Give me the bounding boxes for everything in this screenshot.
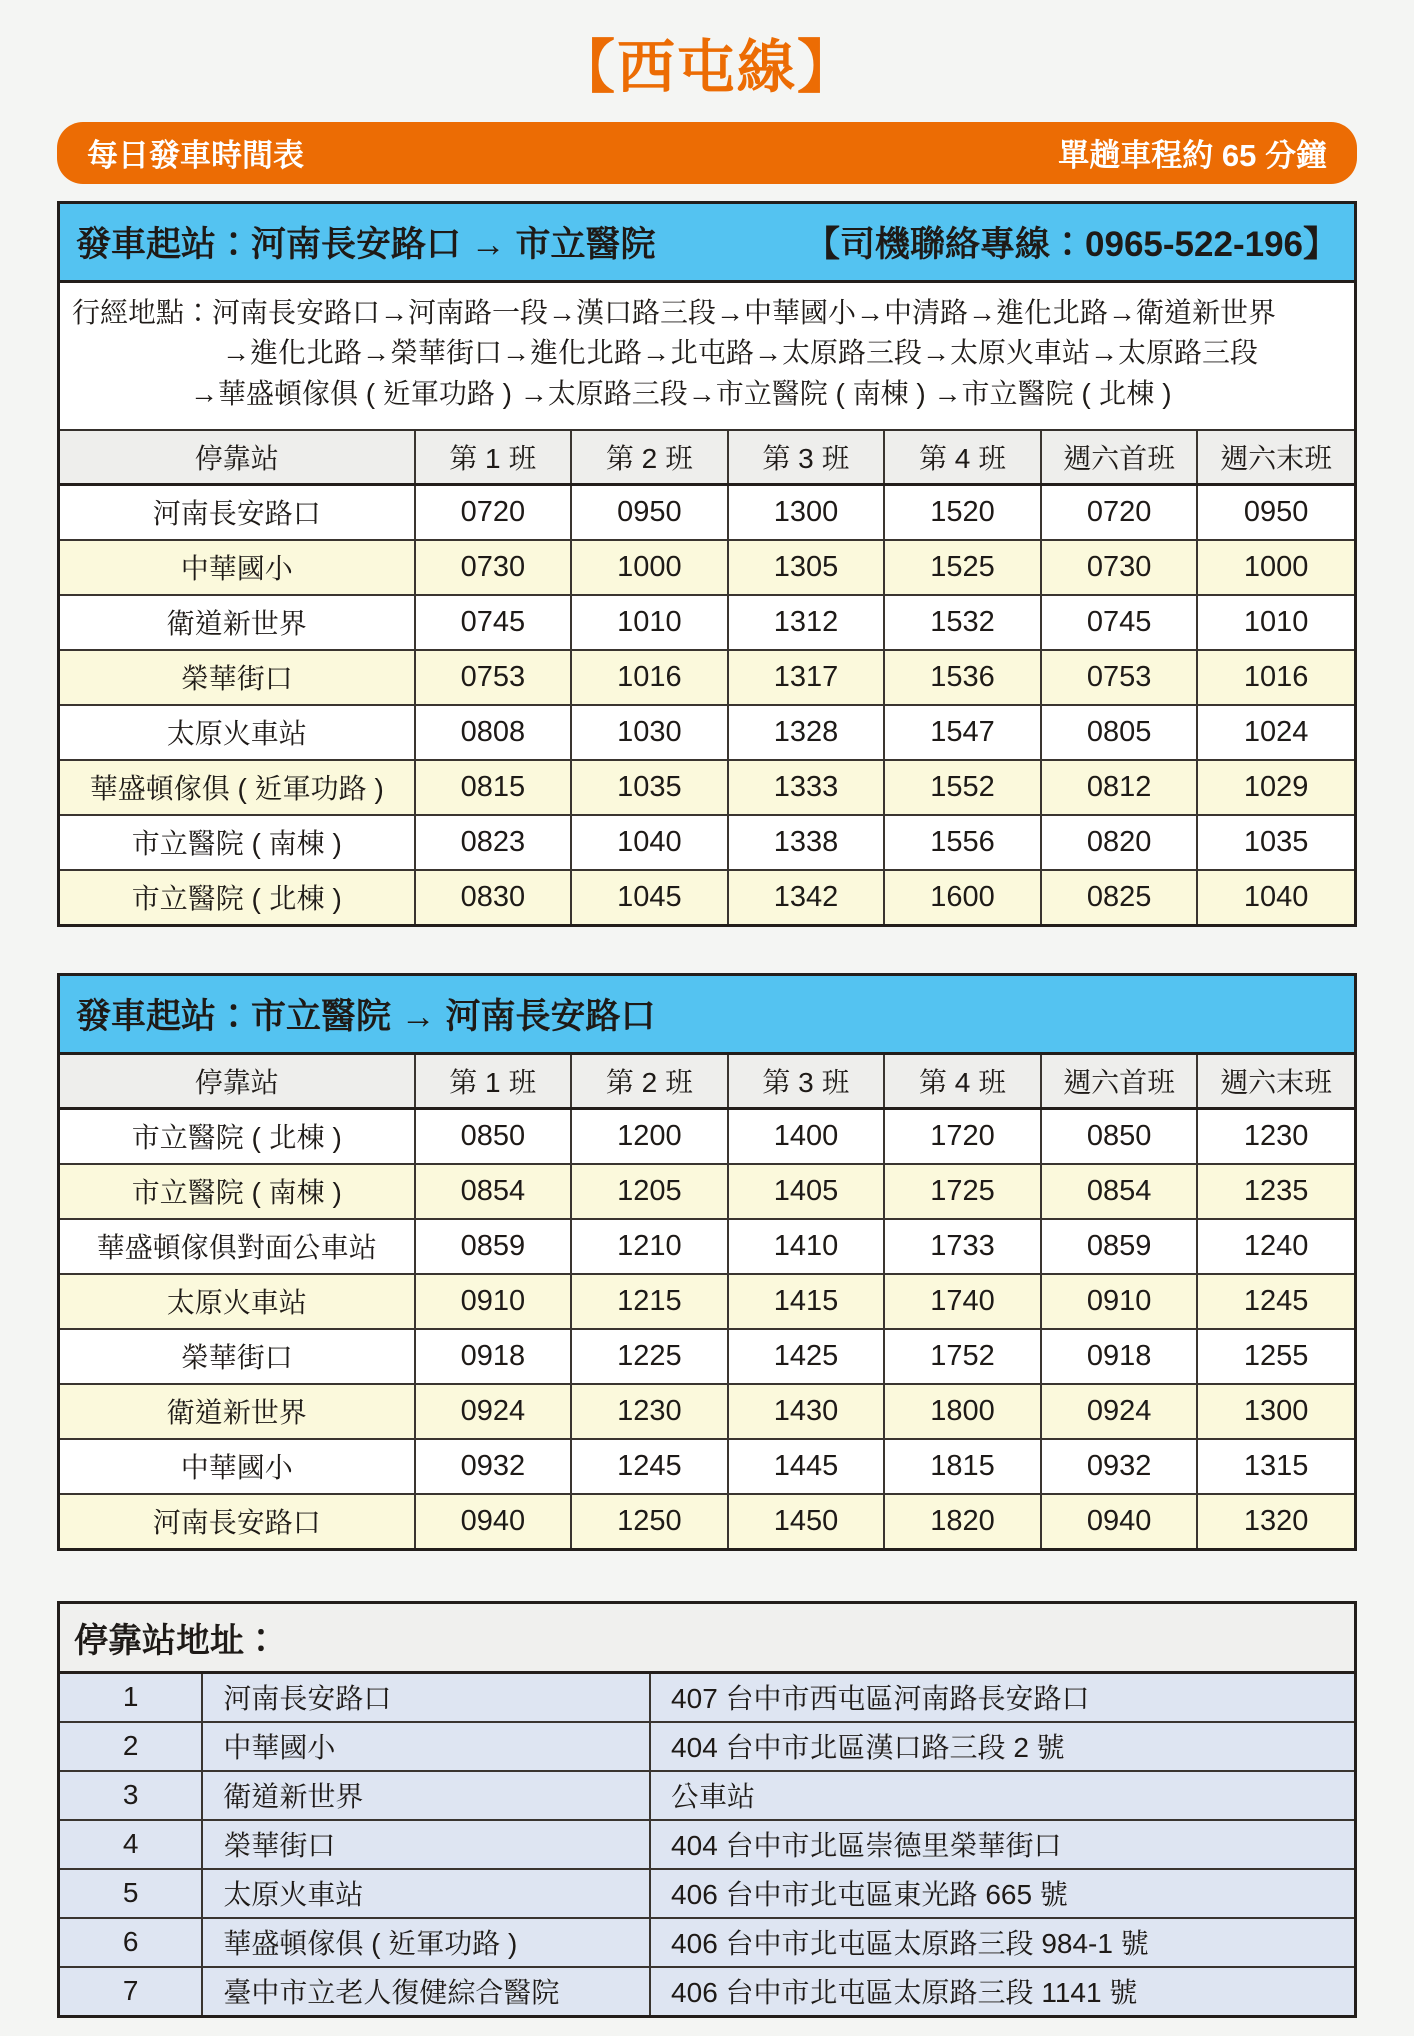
- page-title: 【西屯線】: [556, 35, 857, 100]
- time-cell: 1235: [1197, 1164, 1354, 1219]
- time-cell: 0720: [415, 484, 572, 540]
- stop-name-cell: 衛道新世界: [202, 1771, 650, 1820]
- column-header-trip4: 第 4 班: [884, 431, 1041, 485]
- table-row: [60, 1494, 1354, 1548]
- table-row: [60, 1771, 1354, 1820]
- table-row: [60, 484, 1354, 540]
- timetable-header-row: [60, 1055, 1354, 1109]
- time-cell: 1240: [1197, 1219, 1354, 1274]
- column-header-trip1: 第 1 班: [415, 431, 572, 485]
- stop-address-cell: 406 台中市北屯區太原路三段 984-1 號: [650, 1918, 1354, 1967]
- timetable-header-return: [60, 976, 1354, 1055]
- time-cell: 1525: [884, 540, 1041, 595]
- timetable-return: [60, 1055, 1354, 1548]
- time-cell: 1000: [1197, 540, 1354, 595]
- timetable-outbound: [60, 431, 1354, 924]
- time-cell: 1328: [728, 705, 885, 760]
- time-cell: 1342: [728, 870, 885, 924]
- time-cell: 1317: [728, 650, 885, 705]
- time-cell: 1230: [571, 1384, 728, 1439]
- time-cell: 1532: [884, 595, 1041, 650]
- stop-name-cell: 榮華街口: [202, 1820, 650, 1869]
- table-row: [60, 1439, 1354, 1494]
- time-cell: 1338: [728, 815, 885, 870]
- table-row: [60, 1384, 1354, 1439]
- time-cell: 0924: [1041, 1384, 1198, 1439]
- time-cell: 1430: [728, 1384, 885, 1439]
- banner-left-label: 每日發車時間表: [87, 138, 304, 174]
- time-cell: 1733: [884, 1219, 1041, 1274]
- time-cell: 0820: [1041, 815, 1198, 870]
- time-cell: 1010: [571, 595, 728, 650]
- time-cell: 1820: [884, 1494, 1041, 1548]
- time-cell: 1016: [571, 650, 728, 705]
- timetable-header-outbound: [60, 204, 1354, 283]
- time-cell: 1300: [1197, 1384, 1354, 1439]
- stop-number-cell: 4: [60, 1820, 202, 1869]
- stop-address-cell: 406 台中市北屯區太原路三段 1141 號: [650, 1967, 1354, 2015]
- time-cell: 0745: [1041, 595, 1198, 650]
- column-header-trip1: 第 1 班: [415, 1055, 572, 1109]
- time-cell: 0850: [1041, 1108, 1198, 1164]
- stop-number-cell: 1: [60, 1674, 202, 1722]
- stop-name-cell: 太原火車站: [202, 1869, 650, 1918]
- station-cell: 衛道新世界: [60, 595, 415, 650]
- time-cell: 1556: [884, 815, 1041, 870]
- time-cell: 1547: [884, 705, 1041, 760]
- time-cell: 0854: [1041, 1164, 1198, 1219]
- table-row: [60, 540, 1354, 595]
- time-cell: 1305: [728, 540, 885, 595]
- time-cell: 1536: [884, 650, 1041, 705]
- table-row: [60, 1164, 1354, 1219]
- station-cell: 市立醫院 ( 北棟 ): [60, 1108, 415, 1164]
- time-cell: 0812: [1041, 760, 1198, 815]
- time-cell: 0753: [415, 650, 572, 705]
- stop-name-cell: 河南長安路口: [202, 1674, 650, 1722]
- station-cell: 榮華街口: [60, 1329, 415, 1384]
- time-cell: 0910: [415, 1274, 572, 1329]
- page-content: [57, 36, 1357, 2018]
- time-cell: 1445: [728, 1439, 885, 1494]
- time-cell: 1040: [571, 815, 728, 870]
- station-cell: 市立醫院 ( 南棟 ): [60, 1164, 415, 1219]
- time-cell: 0859: [415, 1219, 572, 1274]
- timetable-card-outbound: [57, 201, 1357, 927]
- table-row: [60, 705, 1354, 760]
- time-cell: 0950: [1197, 484, 1354, 540]
- time-cell: 1215: [571, 1274, 728, 1329]
- time-cell: 0940: [1041, 1494, 1198, 1548]
- station-cell: 河南長安路口: [60, 484, 415, 540]
- table-row: [60, 1329, 1354, 1384]
- station-cell: 榮華街口: [60, 650, 415, 705]
- station-cell: 中華國小: [60, 540, 415, 595]
- time-cell: 1030: [571, 705, 728, 760]
- stop-name-cell: 中華國小: [202, 1722, 650, 1771]
- time-cell: 0859: [1041, 1219, 1198, 1274]
- stop-name-cell: 華盛頓傢俱 ( 近軍功路 ): [202, 1918, 650, 1967]
- stop-address-cell: 公車站: [650, 1771, 1354, 1820]
- station-cell: 市立醫院 ( 北棟 ): [60, 870, 415, 924]
- time-cell: 1410: [728, 1219, 885, 1274]
- time-cell: 1200: [571, 1108, 728, 1164]
- time-cell: 0823: [415, 815, 572, 870]
- time-cell: 1024: [1197, 705, 1354, 760]
- time-cell: 0910: [1041, 1274, 1198, 1329]
- time-cell: 1320: [1197, 1494, 1354, 1548]
- stop-number-cell: 3: [60, 1771, 202, 1820]
- table-row: [60, 595, 1354, 650]
- stop-address-cell: 406 台中市北屯區東光路 665 號: [650, 1869, 1354, 1918]
- time-cell: 1400: [728, 1108, 885, 1164]
- time-cell: 0815: [415, 760, 572, 815]
- time-cell: 1740: [884, 1274, 1041, 1329]
- stop-address-cell: 404 台中市北區崇德里榮華街口: [650, 1820, 1354, 1869]
- time-cell: 1035: [1197, 815, 1354, 870]
- column-header-sat-first: 週六首班: [1041, 431, 1198, 485]
- timetable-card-return: [57, 973, 1357, 1551]
- time-cell: 1010: [1197, 595, 1354, 650]
- time-cell: 1250: [571, 1494, 728, 1548]
- table-row: [60, 650, 1354, 705]
- time-cell: 0805: [1041, 705, 1198, 760]
- time-cell: 0932: [415, 1439, 572, 1494]
- route-line: 行經地點：河南長安路口→河南路一段→漢口路三段→中華國小→中清路→進化北路→衛道新世界: [72, 296, 1277, 328]
- stop-name-cell: 臺中市立老人復健綜合醫院: [202, 1967, 650, 2015]
- time-cell: 1815: [884, 1439, 1041, 1494]
- schedule-banner: [57, 122, 1357, 184]
- time-cell: 1300: [728, 484, 885, 540]
- column-header-stop: 停靠站: [60, 1055, 415, 1109]
- station-cell: 華盛頓傢俱 ( 近軍功路 ): [60, 760, 415, 815]
- station-cell: 太原火車站: [60, 705, 415, 760]
- table-row: [60, 870, 1354, 924]
- time-cell: 1040: [1197, 870, 1354, 924]
- time-cell: 0808: [415, 705, 572, 760]
- stop-address-cell: 407 台中市西屯區河南路長安路口: [650, 1674, 1354, 1722]
- stop-number-cell: 2: [60, 1722, 202, 1771]
- column-header-sat-last: 週六末班: [1197, 431, 1354, 485]
- time-cell: 0854: [415, 1164, 572, 1219]
- stop-address-card: [57, 1601, 1357, 2018]
- time-cell: 1425: [728, 1329, 885, 1384]
- column-header-sat-first: 週六首班: [1041, 1055, 1198, 1109]
- table-row: [60, 1869, 1354, 1918]
- time-cell: 1552: [884, 760, 1041, 815]
- time-cell: 1205: [571, 1164, 728, 1219]
- time-cell: 0720: [1041, 484, 1198, 540]
- column-header-trip2: 第 2 班: [571, 431, 728, 485]
- time-cell: 1000: [571, 540, 728, 595]
- time-cell: 1255: [1197, 1329, 1354, 1384]
- time-cell: 1720: [884, 1108, 1041, 1164]
- route-origin-title: 發車起站：河南長安路口 → 市立醫院: [76, 224, 656, 264]
- time-cell: 0924: [415, 1384, 572, 1439]
- station-cell: 中華國小: [60, 1439, 415, 1494]
- time-cell: 1245: [1197, 1274, 1354, 1329]
- table-row: [60, 815, 1354, 870]
- table-row: [60, 1967, 1354, 2015]
- column-header-trip3: 第 3 班: [728, 1055, 885, 1109]
- stop-number-cell: 7: [60, 1967, 202, 2015]
- time-cell: 1045: [571, 870, 728, 924]
- time-cell: 1450: [728, 1494, 885, 1548]
- driver-contact: 【司機聯絡專線：0965-522-196】: [805, 224, 1338, 264]
- table-row: [60, 1918, 1354, 1967]
- stop-address-table: [60, 1674, 1354, 2015]
- column-header-trip4: 第 4 班: [884, 1055, 1041, 1109]
- station-cell: 衛道新世界: [60, 1384, 415, 1439]
- stop-number-cell: 5: [60, 1869, 202, 1918]
- time-cell: 1035: [571, 760, 728, 815]
- time-cell: 1210: [571, 1219, 728, 1274]
- time-cell: 0730: [415, 540, 572, 595]
- table-row: [60, 1219, 1354, 1274]
- table-row: [60, 1108, 1354, 1164]
- time-cell: 1520: [884, 484, 1041, 540]
- time-cell: 0730: [1041, 540, 1198, 595]
- station-cell: 市立醫院 ( 南棟 ): [60, 815, 415, 870]
- time-cell: 1405: [728, 1164, 885, 1219]
- banner-right-label: 單趟車程約 65 分鐘: [1058, 138, 1327, 174]
- station-cell: 華盛頓傢俱對面公車站: [60, 1219, 415, 1274]
- time-cell: 1245: [571, 1439, 728, 1494]
- time-cell: 1230: [1197, 1108, 1354, 1164]
- time-cell: 0753: [1041, 650, 1198, 705]
- time-cell: 1312: [728, 595, 885, 650]
- timetable-header-row: [60, 431, 1354, 485]
- table-row: [60, 1674, 1354, 1722]
- time-cell: 1333: [728, 760, 885, 815]
- route-line: →進化北路→榮華街口→進化北路→北屯路→太原路三段→太原火車站→太原路三段: [222, 337, 1259, 369]
- time-cell: 1725: [884, 1164, 1041, 1219]
- table-row: [60, 1820, 1354, 1869]
- time-cell: 1752: [884, 1329, 1041, 1384]
- time-cell: 0940: [415, 1494, 572, 1548]
- time-cell: 1016: [1197, 650, 1354, 705]
- stop-address-title: 停靠站地址：: [60, 1604, 1354, 1674]
- table-row: [60, 760, 1354, 815]
- station-cell: 河南長安路口: [60, 1494, 415, 1548]
- column-header-trip3: 第 3 班: [728, 431, 885, 485]
- time-cell: 0918: [1041, 1329, 1198, 1384]
- column-header-stop: 停靠站: [60, 431, 415, 485]
- time-cell: 0850: [415, 1108, 572, 1164]
- stop-number-cell: 6: [60, 1918, 202, 1967]
- table-row: [60, 1274, 1354, 1329]
- time-cell: 0830: [415, 870, 572, 924]
- route-line: →華盛頓傢俱 ( 近軍功路 ) →太原路三段→市立醫院 ( 南棟 ) →市立醫院 ( 北棟 ): [190, 377, 1172, 409]
- column-header-trip2: 第 2 班: [571, 1055, 728, 1109]
- time-cell: 1415: [728, 1274, 885, 1329]
- time-cell: 1800: [884, 1384, 1041, 1439]
- time-cell: 1225: [571, 1329, 728, 1384]
- time-cell: 1600: [884, 870, 1041, 924]
- station-cell: 太原火車站: [60, 1274, 415, 1329]
- time-cell: 1029: [1197, 760, 1354, 815]
- time-cell: 0950: [571, 484, 728, 540]
- column-header-sat-last: 週六末班: [1197, 1055, 1354, 1109]
- table-row: [60, 1722, 1354, 1771]
- route-origin-title: 發車起站：市立醫院 → 河南長安路口: [76, 996, 656, 1036]
- route-description: [60, 283, 1354, 431]
- time-cell: 0932: [1041, 1439, 1198, 1494]
- stop-address-cell: 404 台中市北區漢口路三段 2 號: [650, 1722, 1354, 1771]
- time-cell: 1315: [1197, 1439, 1354, 1494]
- time-cell: 0745: [415, 595, 572, 650]
- time-cell: 0918: [415, 1329, 572, 1384]
- time-cell: 0825: [1041, 870, 1198, 924]
